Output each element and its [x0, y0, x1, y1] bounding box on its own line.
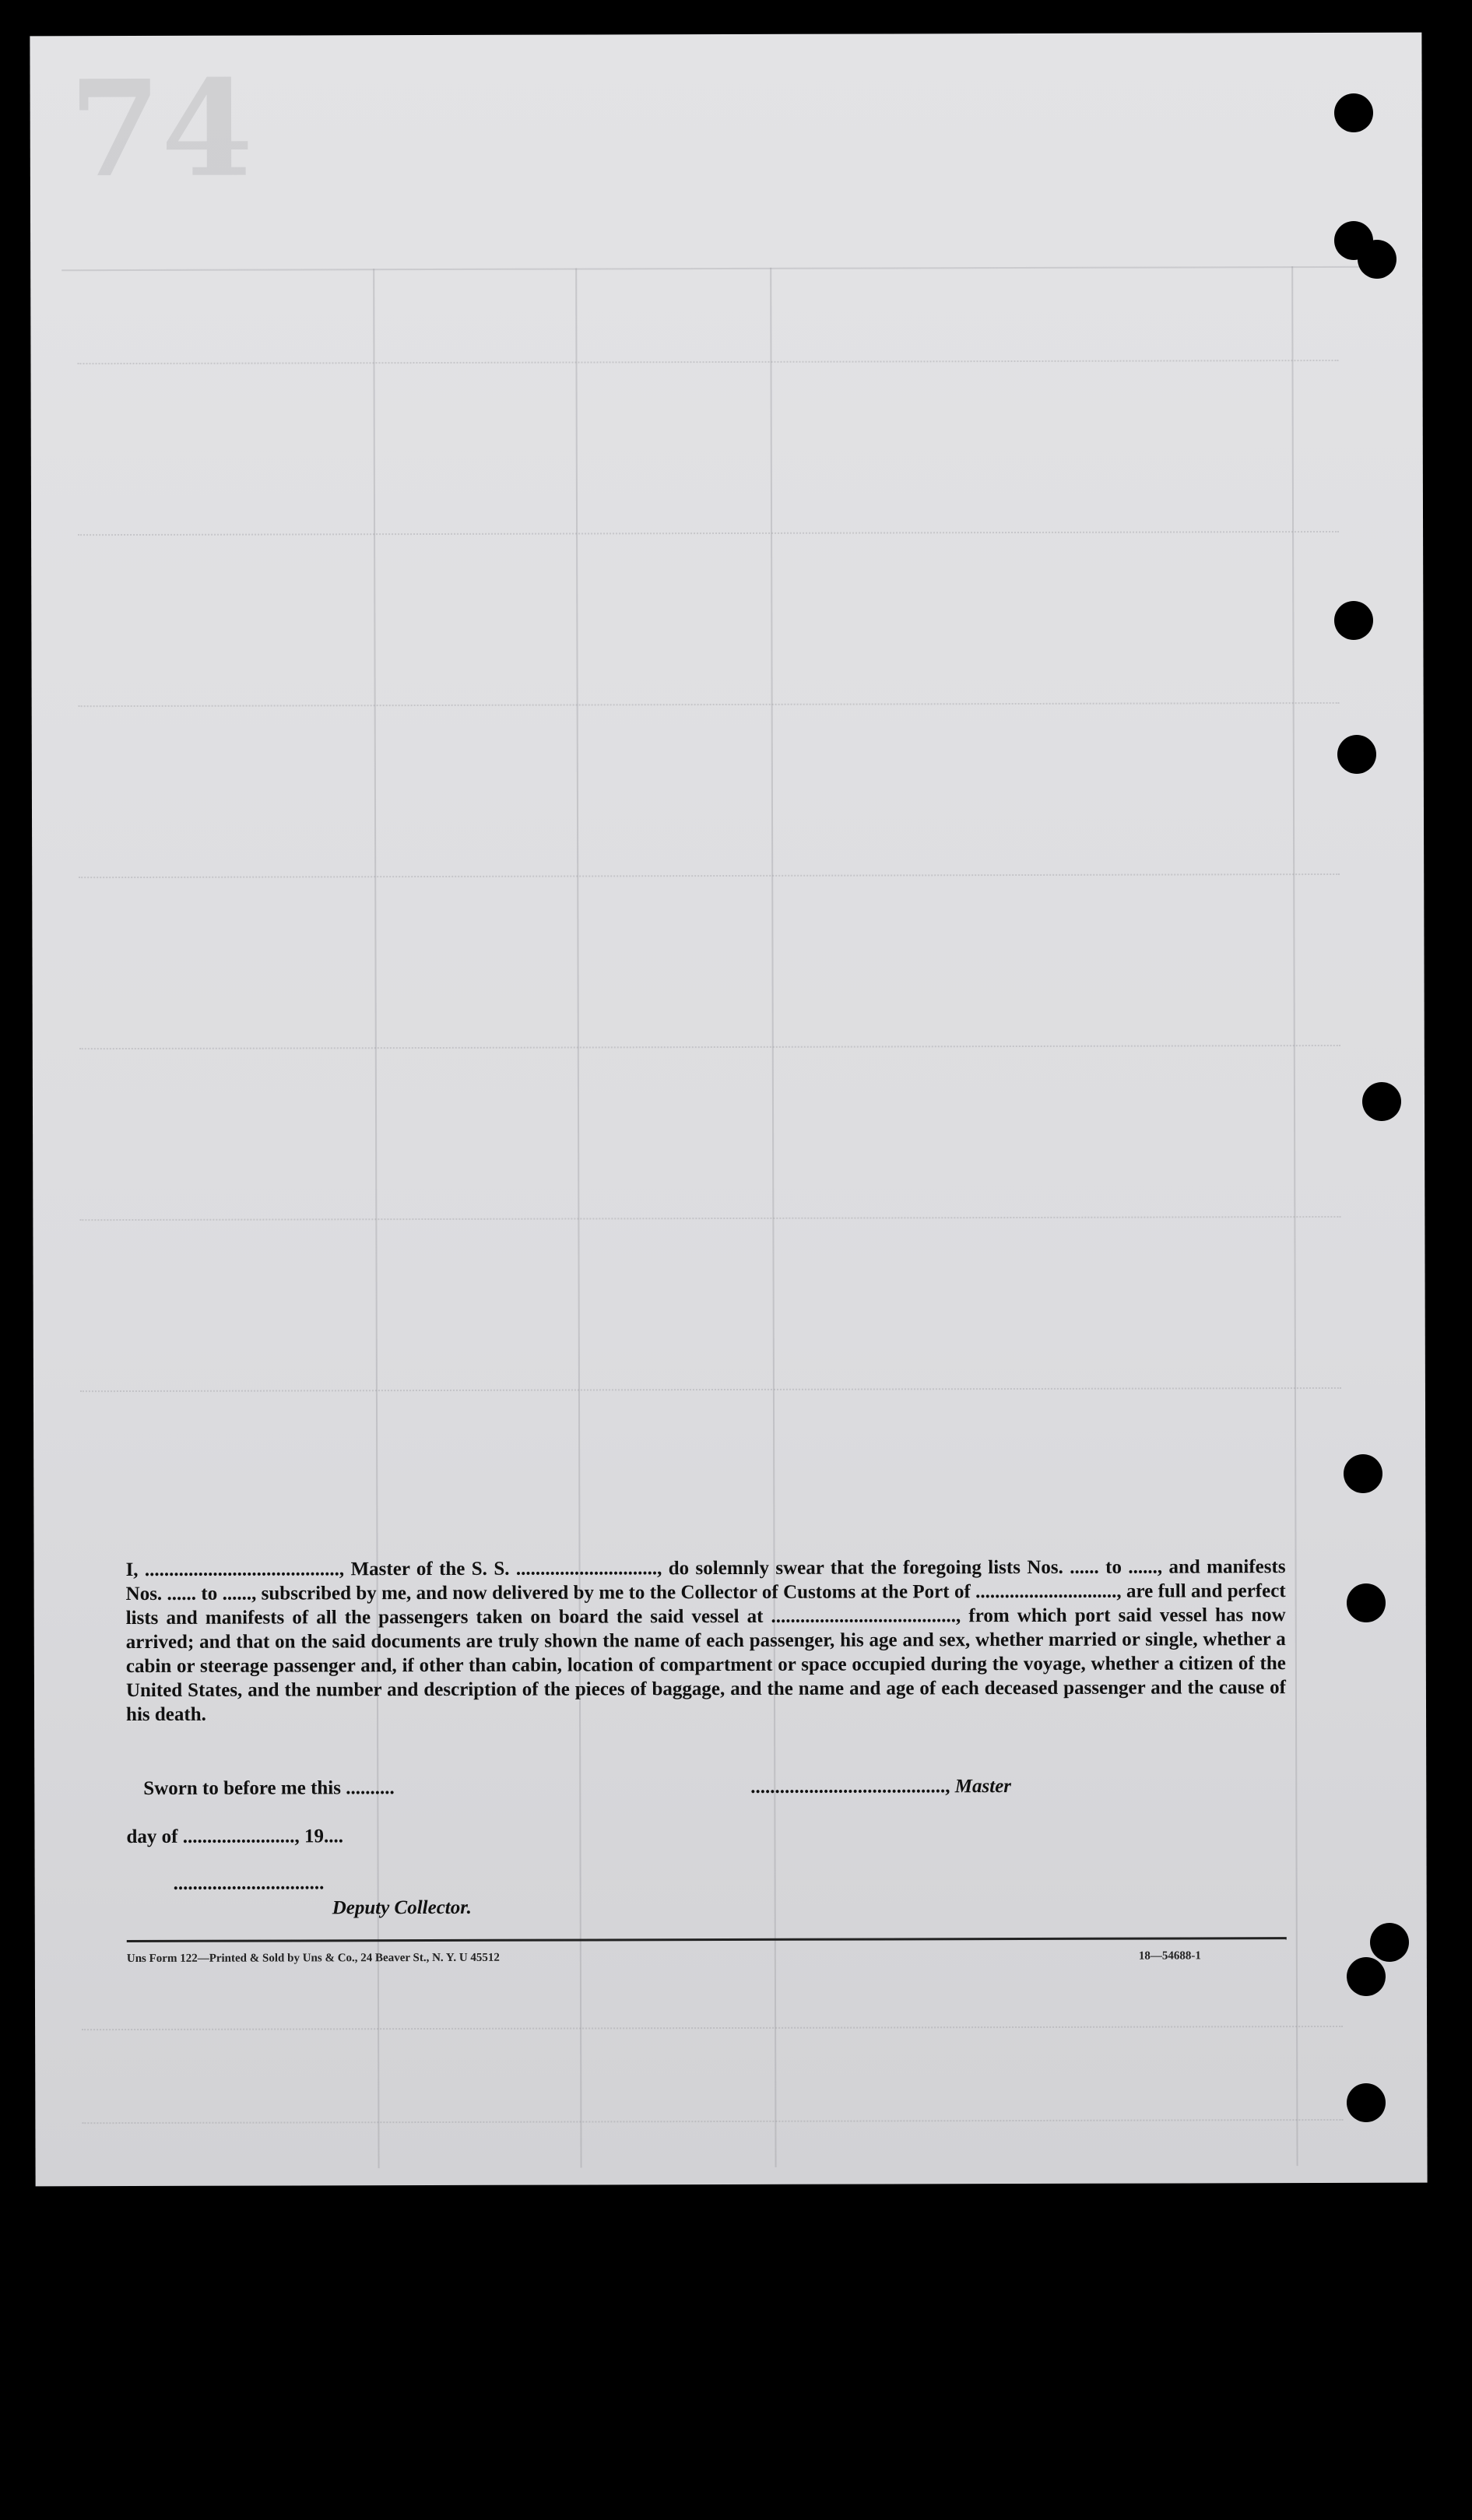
bleed-through-row-line	[78, 531, 1339, 536]
bleed-through-row-line	[82, 2026, 1343, 2030]
sworn-before-line: Sworn to before me this ..........	[143, 1777, 395, 1799]
bleed-through-stamp: 74	[69, 51, 254, 208]
punch-hole	[1358, 240, 1396, 279]
master-signature-dots: ........................................,	[750, 1776, 950, 1798]
punch-hole	[1362, 1082, 1401, 1121]
bleed-through-row-line	[79, 1216, 1340, 1221]
punch-hole	[1344, 1454, 1382, 1493]
bleed-through-row-line	[80, 1387, 1341, 1392]
punch-hole	[1370, 1923, 1409, 1962]
punch-hole	[1347, 2083, 1386, 2122]
footer-rule	[127, 1937, 1287, 1942]
punch-hole	[1334, 601, 1373, 640]
deputy-signature-dots: ...............................	[173, 1872, 325, 1894]
bleed-through-row-line	[79, 702, 1340, 707]
master-label: Master	[954, 1776, 1012, 1798]
punch-hole	[1334, 93, 1373, 132]
bleed-through-header	[61, 64, 1385, 271]
master-signature-line	[750, 1776, 1011, 1798]
document-sheet	[30, 33, 1427, 2187]
deputy-collector-label: Deputy Collector.	[332, 1896, 472, 1919]
day-of-line: day of ......................., 19....	[126, 1826, 343, 1848]
bleed-through-row-line	[82, 2119, 1343, 2124]
oath-declaration-text: I, ........................................, Master of the S. S. ............................., do solemnly swear that the foregoing lists Nos. ...... to ......, and manifests Nos. ...... to ......, subscribed by me, and now delivered by me to the Collector of Customs at the Port of ............................., are full and perfect lists and manifests of all the passengers taken on board the said vessel at ......................................, from which port said vessel has now arrived; and that on the said documents are truly shown the name of each passenger, his age and sex, whether married or single, whether a cabin or steerage passenger and, if other than cabin, location of compartment or space occupied during the voyage, whether a citizen of the United States, and the number and description of the pieces of baggage, and the name and age of each deceased passenger and the cause of his death.	[125, 1556, 1286, 1726]
form-number: 18—54688-1	[1138, 1949, 1201, 1963]
bleed-through-row-line	[77, 360, 1338, 364]
punch-hole	[1347, 1583, 1386, 1622]
bleed-through-row-line	[79, 873, 1340, 878]
punch-hole	[1337, 735, 1376, 774]
punch-hole	[1347, 1957, 1386, 1996]
bleed-through-row-line	[79, 1045, 1340, 1049]
printer-imprint: Uns Form 122—Printed & Sold by Uns & Co., 24 Beaver St., N. Y. U 45512	[126, 1951, 500, 1966]
